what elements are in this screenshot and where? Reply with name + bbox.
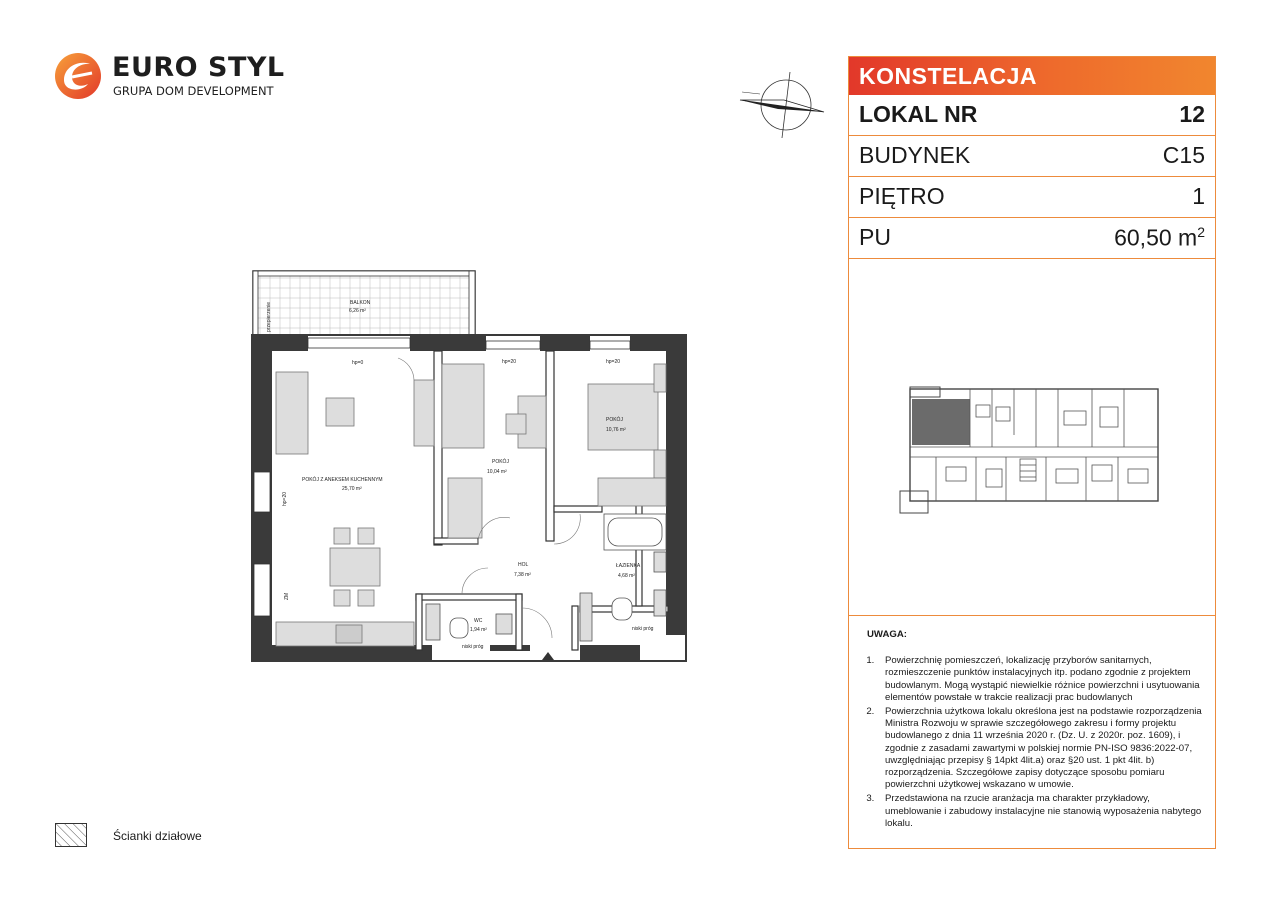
wc-area: 1,94 m²	[470, 627, 487, 633]
balcony-area: 6,26 m²	[349, 308, 366, 314]
area-value	[1114, 224, 1205, 252]
building-label: BUDYNEK	[859, 142, 971, 168]
floor-plan	[250, 268, 690, 668]
area-row	[849, 218, 1215, 259]
brand-name: EURO STYL	[112, 52, 285, 83]
brand-subtitle: GRUPA DOM DEVELOPMENT	[113, 84, 274, 98]
project-name: KONSTELACJA	[859, 63, 1038, 89]
washer-tag: ZM	[284, 592, 290, 600]
project-header	[849, 57, 1215, 95]
unit-number-row	[849, 95, 1215, 136]
notes-divider	[849, 615, 1215, 616]
threshold-tag: hp=0	[352, 360, 364, 366]
bathroom-area: 4,68 m²	[618, 573, 635, 579]
threshold-tag: hp=20	[502, 359, 517, 365]
area-unit-sup: 2	[1197, 224, 1205, 240]
highlighted-unit	[912, 399, 970, 445]
area-number: 60,50 m	[1114, 224, 1198, 251]
notes-title: UWAGA:	[867, 629, 907, 640]
bathroom-name: ŁAZIENKA	[616, 563, 641, 569]
threshold-tag: hp=20	[282, 491, 288, 506]
euro-styl-logo	[52, 50, 292, 102]
unit-number-value: 12	[1179, 101, 1205, 127]
note-item: 1. Powierzchnię pomieszczeń, lokalizację przyborów sanitarnych, rozmieszczenie punktów instalacyjnych itp. podano zgodnie z projektem budowlanym. Mogą wystąpić niewielkie różnice powierzchni i usytuowania elementów powstałe w trakcie realizacji prac budowlanych	[877, 655, 1207, 704]
wc-name: WC	[474, 618, 483, 624]
unit-number-label: LOKAL NR	[859, 101, 978, 127]
logo-swirl-icon	[52, 50, 106, 102]
note-item: 2. Powierzchnia użytkowa lokalu określona jest na podstawie rozporządzenia Ministra Rozwoju w sprawie szczegółowego zakresu i formy projektu budowlanego z dnia 11 września 2020 r. (Dz. U. z 2020r. poz. 1609), i zgodnie z zasadami zawartymi w polskiej normie PN-ISO 9836:2022-07, uwzględniając przepisy § 14pkt 4lit.a) oraz §20 ust. 1 pkt 4lit. b) rozporządzenia. Szczegółowe zapisy dotyczące sposobu pomiaru powierzchni użytkowej wskazano w umowie.	[877, 706, 1207, 791]
floor-label: PIĘTRO	[859, 183, 945, 209]
low-sill-tag: niski próg	[462, 644, 484, 650]
legend-label: Ścianki działowe	[113, 829, 202, 843]
building-row	[849, 136, 1215, 177]
room1-area: 10,04 m²	[487, 469, 507, 475]
partition-wall-swatch	[55, 823, 87, 847]
room1-name: POKÓJ	[492, 459, 509, 465]
hall-area: 7,38 m²	[514, 572, 531, 578]
north-compass-icon	[738, 70, 828, 140]
hall-name: HOL	[518, 562, 529, 568]
floor-row	[849, 177, 1215, 218]
building-value: C15	[1162, 142, 1205, 168]
note-item: 3. Przedstawiona na rzucie aranżacja ma charakter przykładowy, umeblowanie i zabudowy instalacyjne nie stanowią wyposażenia nabytego lokalu.	[877, 793, 1207, 830]
living-room-area: 25,70 m²	[342, 486, 362, 492]
room2-name: POKÓJ	[606, 417, 623, 423]
partition-label: przepierzenie	[266, 301, 272, 332]
entrance-arrow-icon	[542, 652, 554, 660]
balcony-name: BALKON	[350, 300, 371, 306]
low-sill-tag: niski próg	[632, 626, 654, 632]
area-label: PU	[859, 224, 891, 250]
notes	[867, 629, 1207, 832]
room2-area: 10,76 m²	[606, 427, 626, 433]
building-key-plan	[896, 385, 1168, 515]
threshold-tag: hp=20	[606, 359, 621, 365]
floor-value: 1	[1192, 183, 1205, 209]
living-room-name: POKÓJ Z ANEKSEM KUCHENNYM	[302, 477, 383, 483]
